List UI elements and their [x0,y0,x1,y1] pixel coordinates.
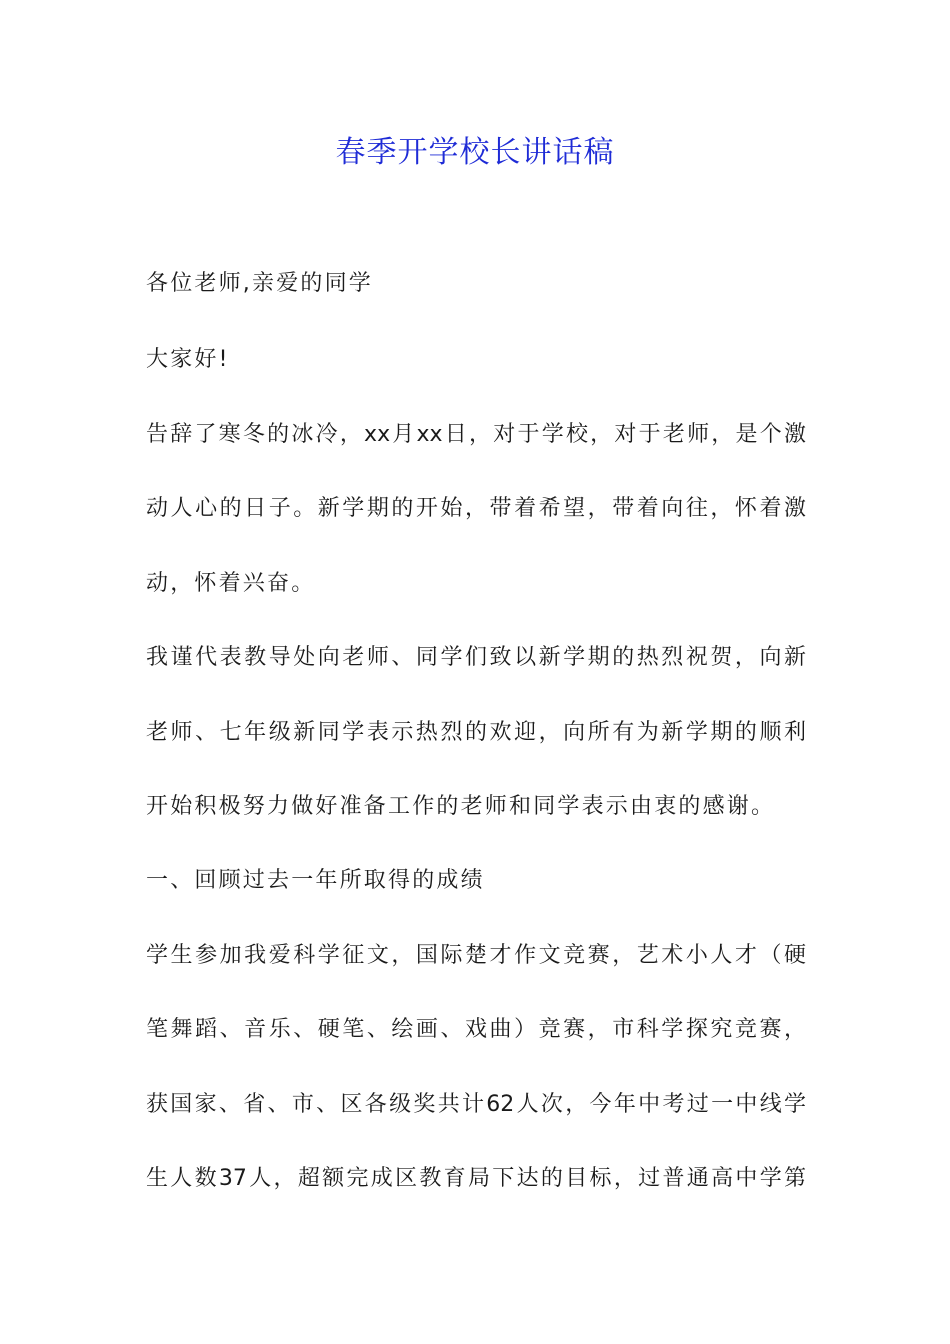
paragraph-line: 老师、七年级新同学表示热烈的欢迎，向所有为新学期的顺利 [146,720,806,745]
paragraph-line: 笔舞蹈、音乐、硬笔、绘画、戏曲）竞赛，市科学探究竞赛， [146,1017,806,1042]
paragraph-line: 生人数37人，超额完成区教育局下达的目标，过普通高中学第 [146,1166,806,1191]
salutation-line: 各位老师,亲爱的同学 [146,271,373,296]
paragraph-line: 我谨代表教导处向老师、同学们致以新学期的热烈祝贺，向新 [146,645,806,670]
paragraph-line: 动人心的日子。新学期的开始，带着希望，带着向往，怀着激 [146,496,806,521]
paragraph-line: 开始积极努力做好准备工作的老师和同学表示由衷的感谢。 [146,794,776,819]
document-title: 春季开学校长讲话稿 [335,135,615,170]
paragraph-line: 获国家、省、市、区各级奖共计62人次，今年中考过一中线学 [146,1092,806,1117]
section-heading: 一、回顾过去一年所取得的成绩 [146,868,485,893]
paragraph-line: 动，怀着兴奋。 [146,571,316,596]
paragraph-line: 告辞了寒冬的冰冷，xx月xx日，对于学校，对于老师，是个激 [146,422,806,447]
greeting-line: 大家好! [146,347,230,372]
paragraph-line: 学生参加我爱科学征文，国际楚才作文竞赛，艺术小人才（硬 [146,943,806,968]
